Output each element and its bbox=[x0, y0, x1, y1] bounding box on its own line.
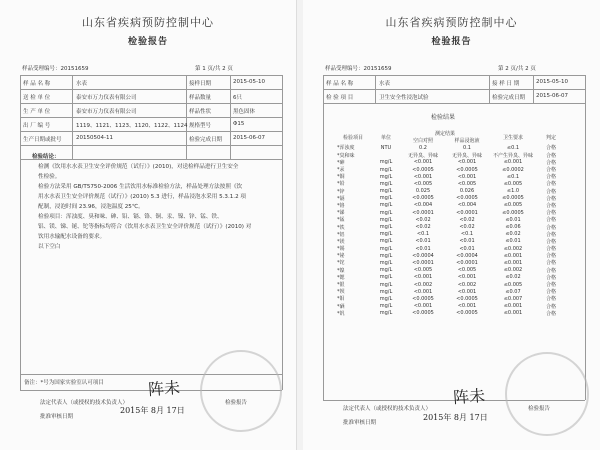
table-row bbox=[335, 188, 565, 195]
field-value: 卫生安全性浸泡试验 bbox=[379, 95, 429, 101]
cell-limit: ≤0.005 bbox=[503, 180, 523, 187]
cell-item: *锰 bbox=[337, 217, 345, 224]
cell-limit: ≤0.1 bbox=[506, 144, 520, 151]
cell-item: *浑浊度 bbox=[337, 145, 355, 152]
cell-limit: ≤1.0 bbox=[506, 188, 520, 195]
cell-soak: <0.005 bbox=[457, 267, 477, 274]
cell-item: *铊 bbox=[337, 260, 345, 267]
cell-unit: mg/L bbox=[379, 216, 393, 223]
field-value: 2015-06-07 bbox=[536, 93, 568, 99]
cell-unit: mg/L bbox=[379, 180, 393, 187]
table-row bbox=[335, 303, 565, 310]
cell-soak: <0.0004 bbox=[456, 252, 478, 259]
cell-soak: 0.026 bbox=[459, 188, 475, 195]
table-row bbox=[335, 267, 565, 274]
cell-unit: mg/L bbox=[379, 159, 393, 166]
field-value: Φ15 bbox=[233, 121, 245, 127]
receipt-number: 样品受理编号：20151659 bbox=[22, 66, 89, 72]
cell-soak: <0.0005 bbox=[456, 195, 478, 202]
receipt-number: 样品受理编号：20151659 bbox=[325, 66, 392, 72]
field-value: 20150504-11 bbox=[76, 135, 113, 141]
cell-soak: <0.0001 bbox=[456, 259, 478, 266]
cell-unit bbox=[371, 152, 401, 159]
cell-soak: <0.01 bbox=[459, 238, 475, 245]
cell-item: *铋 bbox=[337, 253, 345, 260]
cell-soak: 无异臭、异味 bbox=[451, 152, 482, 159]
cell-limit: ≤0.02 bbox=[505, 274, 521, 281]
cell-unit: mg/L bbox=[379, 209, 393, 216]
report-title: 检验报告 bbox=[127, 37, 168, 47]
table-row bbox=[335, 252, 565, 259]
cell-blank: <0.0001 bbox=[412, 209, 434, 216]
field-label: 检 验 项 目 bbox=[326, 95, 354, 101]
cell-item: *铁 bbox=[337, 224, 345, 231]
cell-unit: mg/L bbox=[379, 202, 393, 209]
cell-limit: ≤0.001 bbox=[503, 259, 523, 266]
cell-blank: <0.02 bbox=[415, 216, 431, 223]
cell-verdict: 合格 bbox=[545, 159, 556, 166]
sign-date: 2015年 8月 17日 bbox=[423, 413, 488, 422]
signature: 阵未 bbox=[452, 385, 486, 408]
official-seal bbox=[505, 352, 589, 436]
cell-soak: <0.01 bbox=[459, 245, 475, 252]
field-label: 规格型号 bbox=[189, 123, 212, 129]
cell-verdict: 合格 bbox=[545, 152, 556, 159]
field-value: 黑色固体 bbox=[233, 109, 256, 115]
cell-blank: <0.001 bbox=[413, 274, 433, 281]
cell-verdict: 合格 bbox=[545, 296, 556, 303]
field-label: 样品数量 bbox=[189, 95, 212, 101]
cell-limit: ≤0.005 bbox=[503, 202, 523, 209]
cell-blank: 0.2 bbox=[419, 144, 427, 151]
cell-blank: <0.002 bbox=[413, 281, 433, 288]
cell-unit: mg/L bbox=[379, 173, 393, 180]
cell-verdict: 合格 bbox=[545, 267, 556, 274]
table-row bbox=[335, 159, 565, 166]
cell-limit: ≤0.1 bbox=[506, 173, 520, 180]
field-label: 送 检 单 位 bbox=[23, 95, 51, 101]
field-label: 出 厂 编 号 bbox=[23, 123, 51, 129]
legal-rep-label: 法定代表人（或授权的技术负责人） bbox=[40, 400, 129, 406]
cell-soak: <0.001 bbox=[457, 274, 477, 281]
table-row bbox=[335, 202, 565, 209]
cell-item: *镉 bbox=[337, 195, 345, 202]
field-value: 泰安市万力仪表有限公司 bbox=[76, 109, 137, 115]
field-label: 接 样 日 期 bbox=[492, 81, 520, 87]
header-verdict: 判定 bbox=[545, 134, 556, 141]
cell-item: *镁 bbox=[337, 238, 345, 245]
table-row bbox=[335, 231, 565, 238]
cell-limit: ≤0.01 bbox=[505, 216, 521, 223]
cell-soak: <0.0005 bbox=[456, 166, 478, 173]
cell-soak: <0.004 bbox=[457, 202, 477, 209]
field-label: 生产日期或批号 bbox=[23, 137, 62, 143]
cell-item: *钼 bbox=[337, 296, 345, 303]
cell-blank: <0.001 bbox=[413, 303, 433, 310]
header-measured: 测定结果 bbox=[434, 131, 455, 138]
cell-soak: <0.02 bbox=[459, 216, 475, 223]
table-row bbox=[335, 288, 565, 295]
cell-soak: <0.005 bbox=[457, 180, 477, 187]
org-title: 山东省疾病预防控制中心 bbox=[385, 16, 518, 29]
cell-item: *银 bbox=[337, 282, 345, 289]
field-value: 6只 bbox=[233, 95, 242, 101]
cell-blank: 无异臭、异味 bbox=[407, 152, 438, 159]
cell-verdict: 合格 bbox=[545, 217, 556, 224]
cell-blank: <0.001 bbox=[413, 173, 433, 180]
cell-verdict: 合格 bbox=[545, 282, 556, 289]
cell-limit: 不产生异臭、异味 bbox=[492, 152, 533, 159]
cell-blank: <0.1 bbox=[416, 231, 430, 238]
cell-blank: 0.025 bbox=[415, 188, 431, 195]
cell-item: *铬 bbox=[337, 202, 345, 209]
cell-item: *钡 bbox=[337, 289, 345, 296]
sign-date: 2015年 8月 17日 bbox=[120, 406, 185, 415]
header-soak: 样品浸泡液 bbox=[454, 138, 480, 145]
cell-verdict: 合格 bbox=[545, 303, 556, 310]
cell-limit: ≤0.02 bbox=[505, 231, 521, 238]
cell-soak: <0.001 bbox=[457, 288, 477, 295]
table-row bbox=[335, 295, 565, 302]
cell-soak: <0.002 bbox=[457, 281, 477, 288]
conclusion-title: 检验结论： bbox=[32, 154, 60, 160]
header-unit: 单位 bbox=[380, 134, 391, 141]
cell-item: *铜 bbox=[337, 174, 345, 181]
conclusion-text: 检测《饮用水水表卫生安全评价规范（试行）》(2010)，对送检样品进行卫生安全 性检验。 检验方法采用 GB/T5750-2006 生活饮用水标准检验方法，样品处理方法按照《饮 用水水表卫生安全评价规范（试行）》(2010) 5.3 进行，样品浸泡水采用 5.3.1.2 项 配制，浸泡时间 23.96，浸泡温度 25℃。 检验项目：浑浊度、臭和味、砷、铅、镉、铬、铜、汞、镍、锌、锰、铁、 铝、镁、锑、铋、铊等指标均符合《饮用水水表卫生安全评价规范（试行）》(2010) 对 饮用水输配水设备的要求。 以下空白 bbox=[38, 164, 252, 250]
field-value: 水表 bbox=[76, 81, 88, 87]
cell-soak: <0.0001 bbox=[456, 209, 478, 216]
field-label: 样 品 名 称 bbox=[23, 81, 51, 87]
cell-item: *锶 bbox=[337, 274, 345, 281]
field-value: 2015-06-07 bbox=[233, 135, 265, 141]
cell-unit: NTU bbox=[380, 144, 392, 151]
results-title: 检验结果 bbox=[431, 114, 456, 121]
header-blank: 空白对照 bbox=[412, 138, 433, 145]
cell-blank: <0.001 bbox=[413, 159, 433, 166]
field-label: 接样日期 bbox=[189, 81, 212, 87]
cell-unit: mg/L bbox=[379, 274, 393, 281]
cell-verdict: 合格 bbox=[545, 238, 556, 245]
official-seal bbox=[200, 350, 282, 432]
footnote: 备注：*号为国家实验室认可项目 bbox=[24, 380, 104, 386]
table-row bbox=[335, 274, 565, 281]
cell-verdict: 合格 bbox=[545, 253, 556, 260]
field-label: 样品性状 bbox=[189, 109, 212, 115]
cell-verdict: 合格 bbox=[545, 174, 556, 181]
cell-limit: ≤0.002 bbox=[503, 267, 523, 274]
cell-blank: <0.0005 bbox=[412, 310, 434, 317]
cell-soak: <0.001 bbox=[457, 173, 477, 180]
approve-date-label: 批准审核日期 bbox=[343, 420, 377, 426]
cell-item: *臭和味 bbox=[337, 152, 355, 159]
cell-soak: <0.1 bbox=[460, 231, 474, 238]
cell-verdict: 合格 bbox=[545, 202, 556, 209]
cell-soak: 0.1 bbox=[463, 144, 471, 151]
cell-limit: ≤0.07 bbox=[505, 288, 521, 295]
table-row bbox=[335, 166, 565, 173]
cell-item: *铝 bbox=[337, 231, 345, 238]
cell-blank: <0.005 bbox=[413, 267, 433, 274]
cell-soak: <0.02 bbox=[459, 224, 475, 231]
table-row bbox=[335, 310, 565, 317]
org-title: 山东省疾病预防控制中心 bbox=[82, 16, 214, 29]
table-row bbox=[335, 152, 565, 159]
cell-blank: <0.01 bbox=[415, 238, 431, 245]
table-row bbox=[335, 223, 565, 230]
field-label: 检验完成日期 bbox=[189, 137, 223, 143]
field-value: 2015-05-10 bbox=[233, 79, 265, 85]
cell-blank: <0.01 bbox=[415, 245, 431, 252]
table-row bbox=[335, 144, 565, 151]
cell-blank: <0.0001 bbox=[412, 259, 434, 266]
cell-item: *铅 bbox=[337, 181, 345, 188]
cell-soak: <0.0005 bbox=[456, 310, 478, 317]
cell-unit: mg/L bbox=[379, 281, 393, 288]
cell-verdict: 合格 bbox=[545, 274, 556, 281]
cell-unit: mg/L bbox=[379, 310, 393, 317]
cell-item: *锌 bbox=[337, 188, 345, 195]
table-row bbox=[335, 259, 565, 266]
page-info: 第 1 页/共 2 页 bbox=[195, 66, 233, 72]
cell-soak: <0.001 bbox=[457, 303, 477, 310]
field-value: 泰安市万力仪表有限公司 bbox=[76, 95, 137, 101]
cell-limit: ≤0.06 bbox=[505, 224, 521, 231]
cell-soak: <0.001 bbox=[457, 159, 477, 166]
field-value: 1119、1121、1123、1120、1122、1124 bbox=[76, 123, 188, 129]
cell-item: *锑 bbox=[337, 210, 345, 217]
cell-unit: mg/L bbox=[379, 231, 393, 238]
cell-limit: ≤0.007 bbox=[503, 295, 523, 302]
table-row bbox=[335, 195, 565, 202]
report-page-1 bbox=[0, 0, 297, 450]
cell-unit: mg/L bbox=[379, 188, 393, 195]
field-value: 水表 bbox=[379, 81, 391, 87]
cell-item: *锡 bbox=[337, 246, 345, 253]
table-row bbox=[335, 173, 565, 180]
results-table bbox=[335, 130, 565, 317]
field-label: 样 品 名 称 bbox=[326, 81, 354, 87]
cell-unit: mg/L bbox=[379, 245, 393, 252]
cell-blank: <0.001 bbox=[413, 288, 433, 295]
legal-rep-label: 法定代表人（或授权的技术负责人） bbox=[343, 406, 432, 412]
cell-unit: mg/L bbox=[379, 259, 393, 266]
cell-unit: mg/L bbox=[379, 195, 393, 202]
cell-verdict: 合格 bbox=[545, 231, 556, 238]
cell-limit: ≤0.001 bbox=[503, 252, 523, 259]
cell-verdict: 合格 bbox=[545, 181, 556, 188]
cell-item: *钒 bbox=[337, 310, 345, 317]
page-info: 第 2 页/共 2 页 bbox=[498, 66, 536, 72]
cell-limit: ≤0.001 bbox=[503, 303, 523, 310]
cell-verdict: 合格 bbox=[545, 195, 556, 202]
header-limit: 卫生要求 bbox=[502, 134, 523, 141]
cell-blank: <0.0004 bbox=[412, 252, 434, 259]
cell-item: *硒 bbox=[337, 303, 345, 310]
report-title: 检验报告 bbox=[431, 37, 472, 47]
cell-unit: mg/L bbox=[379, 267, 393, 274]
cell-verdict: 合格 bbox=[545, 167, 556, 174]
report-page-2 bbox=[303, 0, 600, 450]
issue-label: 检验报告 bbox=[528, 406, 551, 412]
cell-blank: <0.02 bbox=[415, 224, 431, 231]
table-row bbox=[335, 209, 565, 216]
field-value: 2015-05-10 bbox=[536, 79, 568, 85]
cell-limit: ≤0.0005 bbox=[502, 195, 524, 202]
cell-blank: <0.0005 bbox=[412, 295, 434, 302]
cell-limit: ≤0.005 bbox=[503, 281, 523, 288]
cell-unit: mg/L bbox=[379, 238, 393, 245]
table-row bbox=[335, 245, 565, 252]
field-label: 检验完成日期 bbox=[492, 95, 526, 101]
cell-blank: <0.0005 bbox=[412, 195, 434, 202]
cell-verdict: 合格 bbox=[545, 210, 556, 217]
cell-limit: ≤0.01 bbox=[505, 238, 521, 245]
cell-blank: <0.0005 bbox=[412, 166, 434, 173]
cell-unit: mg/L bbox=[379, 166, 393, 173]
issue-label: 检验报告 bbox=[225, 400, 248, 406]
cell-limit: ≤0.0005 bbox=[502, 209, 524, 216]
cell-unit: mg/L bbox=[379, 288, 393, 295]
table-row bbox=[335, 180, 565, 187]
cell-item: *镍 bbox=[337, 267, 345, 274]
cell-blank: <0.005 bbox=[413, 180, 433, 187]
cell-limit: ≤0.001 bbox=[503, 159, 523, 166]
field-label: 生 产 单 位 bbox=[23, 109, 51, 115]
table-row bbox=[335, 238, 565, 245]
cell-verdict: 合格 bbox=[545, 246, 556, 253]
cell-verdict: 合格 bbox=[545, 260, 556, 267]
cell-verdict: 合格 bbox=[545, 188, 556, 195]
cell-verdict: 合格 bbox=[545, 310, 556, 317]
signature: 阵未 bbox=[147, 377, 181, 400]
table-row bbox=[335, 216, 565, 223]
cell-unit: mg/L bbox=[379, 224, 393, 231]
cell-verdict: 合格 bbox=[545, 145, 556, 152]
cell-limit: ≤0.0002 bbox=[502, 166, 524, 173]
cell-unit: mg/L bbox=[379, 295, 393, 302]
cell-unit: mg/L bbox=[379, 252, 393, 259]
cell-verdict: 合格 bbox=[545, 224, 556, 231]
cell-blank: <0.004 bbox=[413, 202, 433, 209]
cell-item: *砷 bbox=[337, 159, 345, 166]
cell-item: *汞 bbox=[337, 167, 345, 174]
cell-soak: <0.0005 bbox=[456, 295, 478, 302]
approve-date-label: 批准审核日期 bbox=[40, 414, 74, 420]
cell-limit: ≤0.001 bbox=[503, 310, 523, 317]
cell-limit: ≤0.002 bbox=[503, 245, 523, 252]
table-row bbox=[335, 281, 565, 288]
cell-verdict: 合格 bbox=[545, 289, 556, 296]
header-item: 检验项目 bbox=[342, 134, 363, 141]
cell-unit: mg/L bbox=[379, 303, 393, 310]
